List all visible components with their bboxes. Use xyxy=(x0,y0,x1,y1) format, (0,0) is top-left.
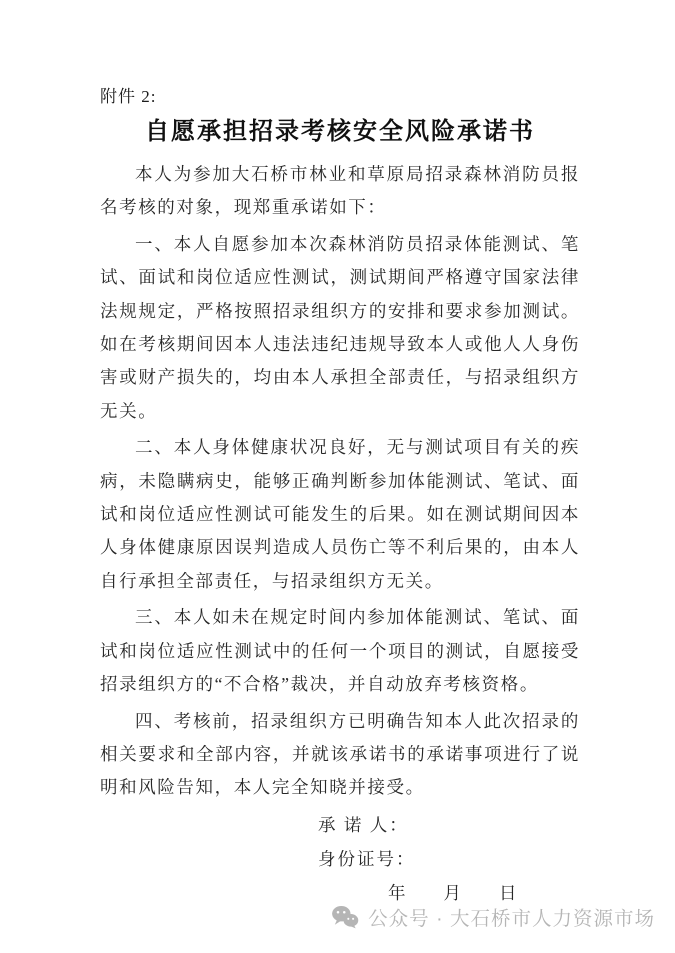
intro-paragraph: 本人为参加大石桥市林业和草原局招录森林消防员报名考核的对象，现郑重承诺如下： xyxy=(100,164,580,218)
signature-block xyxy=(100,808,580,910)
document-content xyxy=(100,86,580,910)
date-label: 年 月 日 xyxy=(388,882,518,903)
attachment-label: 附件 2: xyxy=(100,87,157,106)
wechat-icon xyxy=(331,905,359,929)
clause-1-paragraph: 一、本人自愿参加本次森林消防员招录体能测试、笔试、面试和岗位适应性测试，测试期间严格遵守国家法律法规规定，严格按照招录组织方的安排和要求参加测试。如在考核期间因本人违法违纪违规导致本人或他人人身伤害或财产损失的，均由本人承担全部责任，与招录组织方无关。 xyxy=(100,233,580,421)
footer-text: 公众号 · 大石桥市人力资源市场 xyxy=(368,908,655,930)
clause-2-paragraph: 二、本人身体健康状况良好，无与测试项目有关的疾病，未隐瞒病史，能够正确判断参加体能测试、笔试、面试和岗位适应性测试可能发生的后果。如在测试期间因本人身体健康原因误判造成人员伤亡等不利后果的，由本人自行承担全部责任，与招录组织方无关。 xyxy=(100,437,580,591)
document-title: 自愿承担招录考核安全风险承诺书 xyxy=(145,119,535,145)
promisor-label: 承 诺 人： xyxy=(318,814,409,835)
clause-3-paragraph: 三、本人如未在规定时间内参加体能测试、笔试、面试和岗位适应性测试中的任何一个项目的测试，自愿接受招录组织方的“不合格”裁决，并自动放弃考核资格。 xyxy=(100,607,580,695)
footer-watermark xyxy=(331,903,655,931)
clause-4-paragraph: 四、考核前，招录组织方已明确告知本人此次招录的相关要求和全部内容，并就该承诺书的承诺事项进行了说明和风险告知，本人完全知晓并接受。 xyxy=(100,710,580,798)
id-number-label: 身份证号： xyxy=(318,848,416,869)
